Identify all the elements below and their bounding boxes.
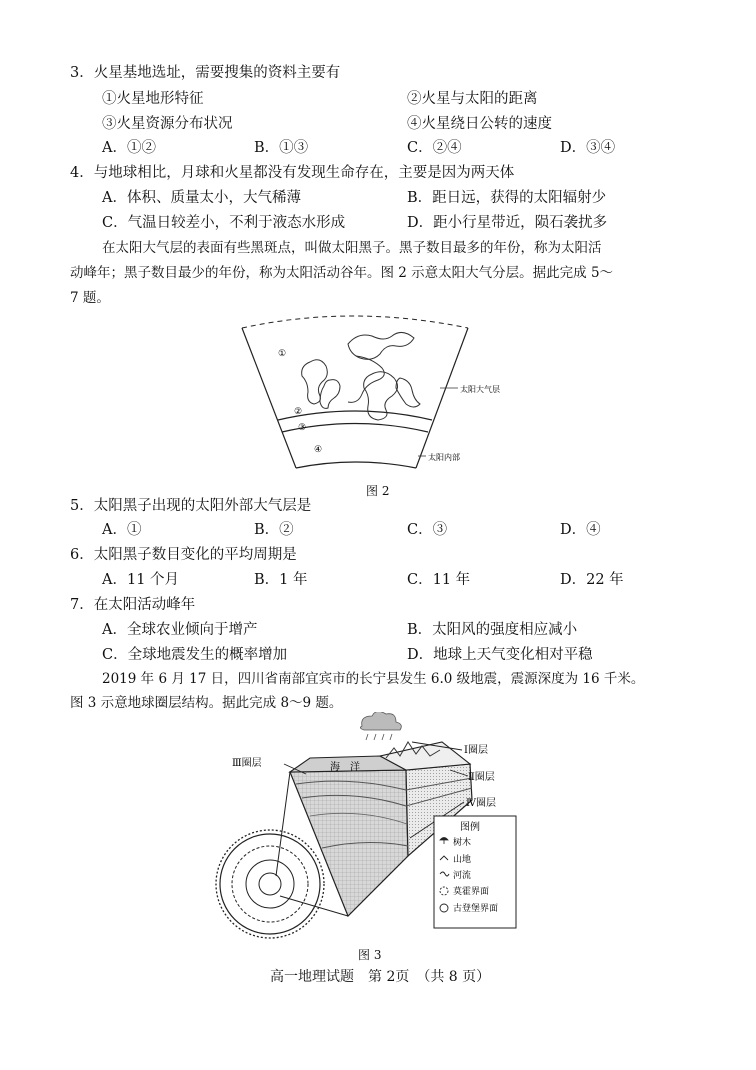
q3-item-3: ③火星资源分布状况 (102, 116, 233, 132)
layer-IV-label: Ⅳ圈层 (466, 798, 496, 809)
legend-title: 图例 (460, 822, 480, 833)
q6-option-c: C．11 年 (407, 572, 471, 588)
legend-item-mountain: 山地 (453, 855, 472, 865)
mark-3: ③ (298, 423, 307, 433)
legend-item-gutenberg: 古登堡界面 (453, 904, 499, 914)
figure-2-caption: 图 2 (366, 484, 390, 498)
globe-cross-section (216, 830, 324, 938)
q3-option-a: A．①② (102, 140, 156, 156)
legend-item-river: 河流 (453, 871, 472, 881)
layer-I-label: Ⅰ圈层 (464, 745, 488, 756)
q6-option-b: B．1 年 (254, 572, 308, 588)
q3-option-b: B．①③ (254, 140, 309, 156)
passage1-line2: 动峰年；黑子数目最少的年份，称为太阳活动谷年。图 2 示意太阳大气分层。据此完成 5～ (70, 265, 614, 281)
q6-stem: 6．太阳黑子数目变化的平均周期是 (70, 547, 297, 563)
q5-option-d: D．④ (560, 522, 601, 538)
q6-option-d: D．22 年 (560, 572, 624, 588)
q7-option-b: B．太阳风的强度相应减小 (407, 622, 578, 638)
cloud-icon (360, 712, 401, 740)
q5-option-b: B．② (254, 522, 294, 538)
q4-stem: 4．与地球相比，月球和火星都没有发现生命存在，主要是因为两天体 (70, 165, 515, 181)
passage1-line1: 在太阳大气层的表面有些黑斑点，叫做太阳黑子。黑子数目最多的年份，称为太阳活 (102, 240, 602, 256)
q7-stem: 7．在太阳活动峰年 (70, 597, 196, 613)
ocean-label: 海 洋 (330, 762, 360, 773)
legend (434, 816, 516, 928)
solar-prominence-shapes (302, 332, 420, 420)
q3-item-1: ①火星地形特征 (102, 91, 204, 107)
figure-3-earth-spheres (210, 712, 530, 948)
layer-III-label: Ⅲ圈层 (232, 758, 262, 769)
q4-option-b: B．距日远，获得的太阳辐射少 (407, 190, 607, 206)
layer-II-label: Ⅱ圈层 (468, 772, 495, 783)
sector-left-edge (242, 328, 296, 468)
q4-option-c: C．气温日较差小，不利于液态水形成 (102, 215, 346, 231)
q5-option-c: C．③ (407, 522, 448, 538)
passage2-line1: 2019 年 6 月 17 日，四川省南部宜宾市的长宁县发生 6.0 级地震，震源深度为 16 千米。 (102, 671, 645, 687)
q3-option-c: C．②④ (407, 140, 462, 156)
label-solar-interior: 太阳内部 (428, 453, 460, 462)
q6-option-a: A．11 个月 (102, 572, 180, 588)
q4-option-d: D．距小行星带近，陨石袭扰多 (407, 215, 608, 231)
q3-item-4: ④火星绕日公转的速度 (407, 116, 552, 132)
legend-item-moho: 莫霍界面 (453, 887, 490, 897)
page-footer: 高一地理试题 第 2页 （共 8 页） (270, 969, 491, 985)
figure-3-caption: 图 3 (358, 948, 382, 962)
sector-right-edge (416, 328, 468, 468)
mark-1: ① (278, 349, 287, 359)
legend-item-tree: 树木 (453, 838, 472, 848)
passage1-line3: 7 题。 (70, 290, 110, 306)
q5-stem: 5．太阳黑子出现的太阳外部大气层是 (70, 498, 312, 514)
q7-option-d: D．地球上天气变化相对平稳 (407, 647, 593, 663)
inner-boundary (296, 462, 416, 468)
q3-stem: 3．火星基地选址，需要搜集的资料主要有 (70, 65, 341, 81)
figure-2-solar-atmosphere (230, 310, 530, 482)
q7-option-c: C．全球地震发生的概率增加 (102, 647, 288, 663)
q7-option-a: A．全球农业倾向于增产 (102, 622, 258, 638)
q3-item-2: ②火星与太阳的距离 (407, 91, 538, 107)
label-solar-atmosphere: 太阳大气层 (460, 385, 500, 394)
mark-2: ② (294, 407, 303, 417)
q3-option-d: D．③④ (560, 140, 616, 156)
outer-boundary-dashed (242, 316, 468, 328)
q5-option-a: A．① (102, 522, 142, 538)
passage2-line2: 图 3 示意地球圈层结构。据此完成 8～9 题。 (70, 695, 343, 711)
mark-4: ④ (314, 445, 323, 455)
q4-option-a: A．体积、质量太小，大气稀薄 (102, 190, 301, 206)
